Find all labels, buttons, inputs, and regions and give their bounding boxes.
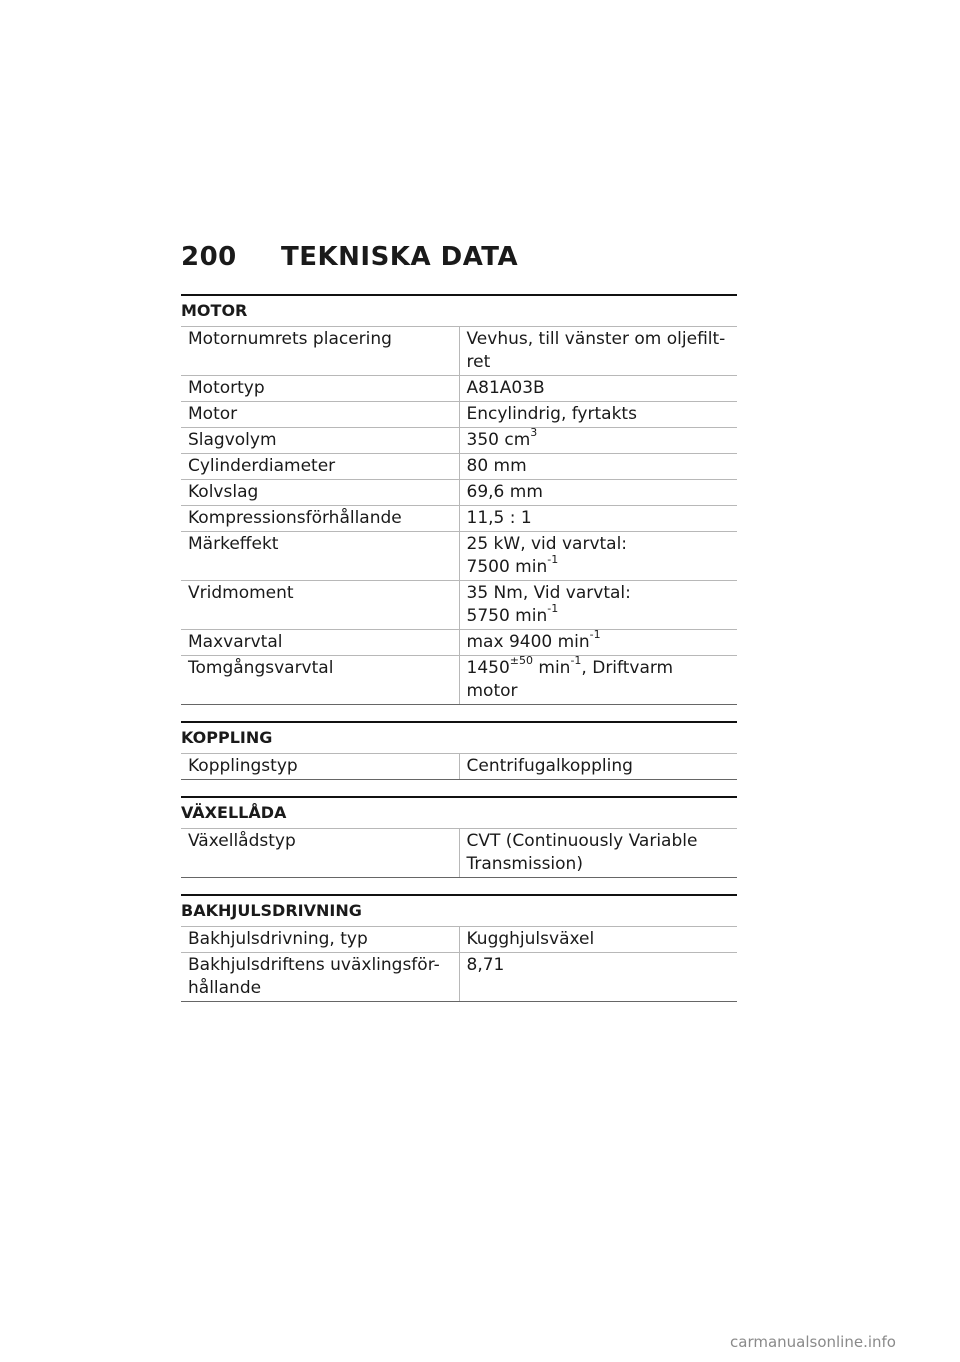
value-text: Kugghjulsväxel	[466, 929, 595, 949]
spec-section	[181, 294, 737, 705]
spec-value	[459, 630, 737, 656]
value-text: 35 Nm, Vid varvtal: 5750 min	[466, 583, 631, 626]
spec-label: Kolvslag	[181, 480, 459, 506]
value-text: Centrifugalkoppling	[466, 756, 633, 776]
section-title: VÄXELLÅDA	[181, 796, 737, 823]
spec-value	[459, 754, 737, 780]
table-row	[181, 454, 737, 480]
spec-label: Växellådstyp	[181, 829, 459, 878]
value-text: A81A03B	[466, 378, 545, 398]
spec-section	[181, 796, 737, 878]
table-row	[181, 402, 737, 428]
section-title: MOTOR	[181, 294, 737, 321]
spec-value	[459, 376, 737, 402]
table-row	[181, 428, 737, 454]
table-row	[181, 829, 737, 878]
spec-value	[459, 506, 737, 532]
spec-value	[459, 532, 737, 581]
value-text: 69,6 mm	[466, 482, 543, 502]
table-row	[181, 506, 737, 532]
spec-sections	[181, 294, 737, 1002]
spec-label: Bakhjulsdrivning, typ	[181, 927, 459, 953]
value-text: min	[532, 658, 571, 678]
page-header	[181, 242, 737, 272]
manual-page	[181, 242, 737, 1018]
spec-value	[459, 454, 737, 480]
spec-label: Motor	[181, 402, 459, 428]
table-row	[181, 953, 737, 1002]
spec-label: Kompressionsförhållande	[181, 506, 459, 532]
spec-value	[459, 829, 737, 878]
spec-label: Vridmoment	[181, 581, 459, 630]
value-text: Vevhus, till vänster om oljefilt- ret	[466, 329, 726, 372]
value-text: 1450	[466, 658, 510, 678]
spec-label: Motortyp	[181, 376, 459, 402]
spec-table	[181, 828, 737, 878]
chapter-title: TEKNISKA DATA	[281, 242, 519, 272]
spec-value	[459, 953, 737, 1002]
value-superscript: -1	[547, 553, 559, 567]
value-text: 8,71	[466, 955, 505, 975]
value-text: 350 cm	[466, 430, 531, 450]
value-superscript: ±50	[509, 654, 533, 668]
spec-label: Maxvarvtal	[181, 630, 459, 656]
table-row	[181, 630, 737, 656]
value-text: Encylindrig, fyrtakts	[466, 404, 637, 424]
table-row	[181, 480, 737, 506]
spec-value	[459, 428, 737, 454]
spec-value	[459, 480, 737, 506]
value-text: CVT (Continuously Variable Transmission)	[466, 831, 698, 874]
value-text: , Driftvarm motor	[466, 658, 674, 701]
spec-label: Tomgångsvarvtal	[181, 656, 459, 705]
section-title: BAKHJULSDRIVNING	[181, 894, 737, 921]
spec-label: Bakhjulsdriftens uväxlingsför- hållande	[181, 953, 459, 1002]
spec-value	[459, 927, 737, 953]
page-number: 200	[181, 242, 237, 272]
value-text: 11,5 : 1	[466, 508, 532, 528]
section-title: KOPPLING	[181, 721, 737, 748]
table-row	[181, 376, 737, 402]
value-superscript: -1	[547, 602, 559, 616]
table-row	[181, 927, 737, 953]
spec-label: Märkeffekt	[181, 532, 459, 581]
table-row	[181, 656, 737, 705]
table-row	[181, 532, 737, 581]
spec-label: Cylinderdiameter	[181, 454, 459, 480]
value-text: max 9400 min	[466, 632, 590, 652]
table-row	[181, 754, 737, 780]
spec-value	[459, 402, 737, 428]
watermark: carmanualsonline.info	[730, 1333, 896, 1351]
spec-label: Slagvolym	[181, 428, 459, 454]
spec-table	[181, 753, 737, 780]
spec-label: Motornumrets placering	[181, 327, 459, 376]
value-superscript: -1	[589, 628, 601, 642]
spec-value	[459, 327, 737, 376]
spec-section	[181, 721, 737, 780]
spec-value	[459, 581, 737, 630]
table-row	[181, 581, 737, 630]
value-text: 80 mm	[466, 456, 527, 476]
value-superscript: -1	[570, 654, 582, 668]
spec-table	[181, 326, 737, 705]
table-row	[181, 327, 737, 376]
value-text: 25 kW, vid varvtal: 7500 min	[466, 534, 628, 577]
spec-table	[181, 926, 737, 1002]
spec-label: Kopplingstyp	[181, 754, 459, 780]
spec-section	[181, 894, 737, 1002]
value-superscript: 3	[530, 426, 538, 440]
spec-value	[459, 656, 737, 705]
